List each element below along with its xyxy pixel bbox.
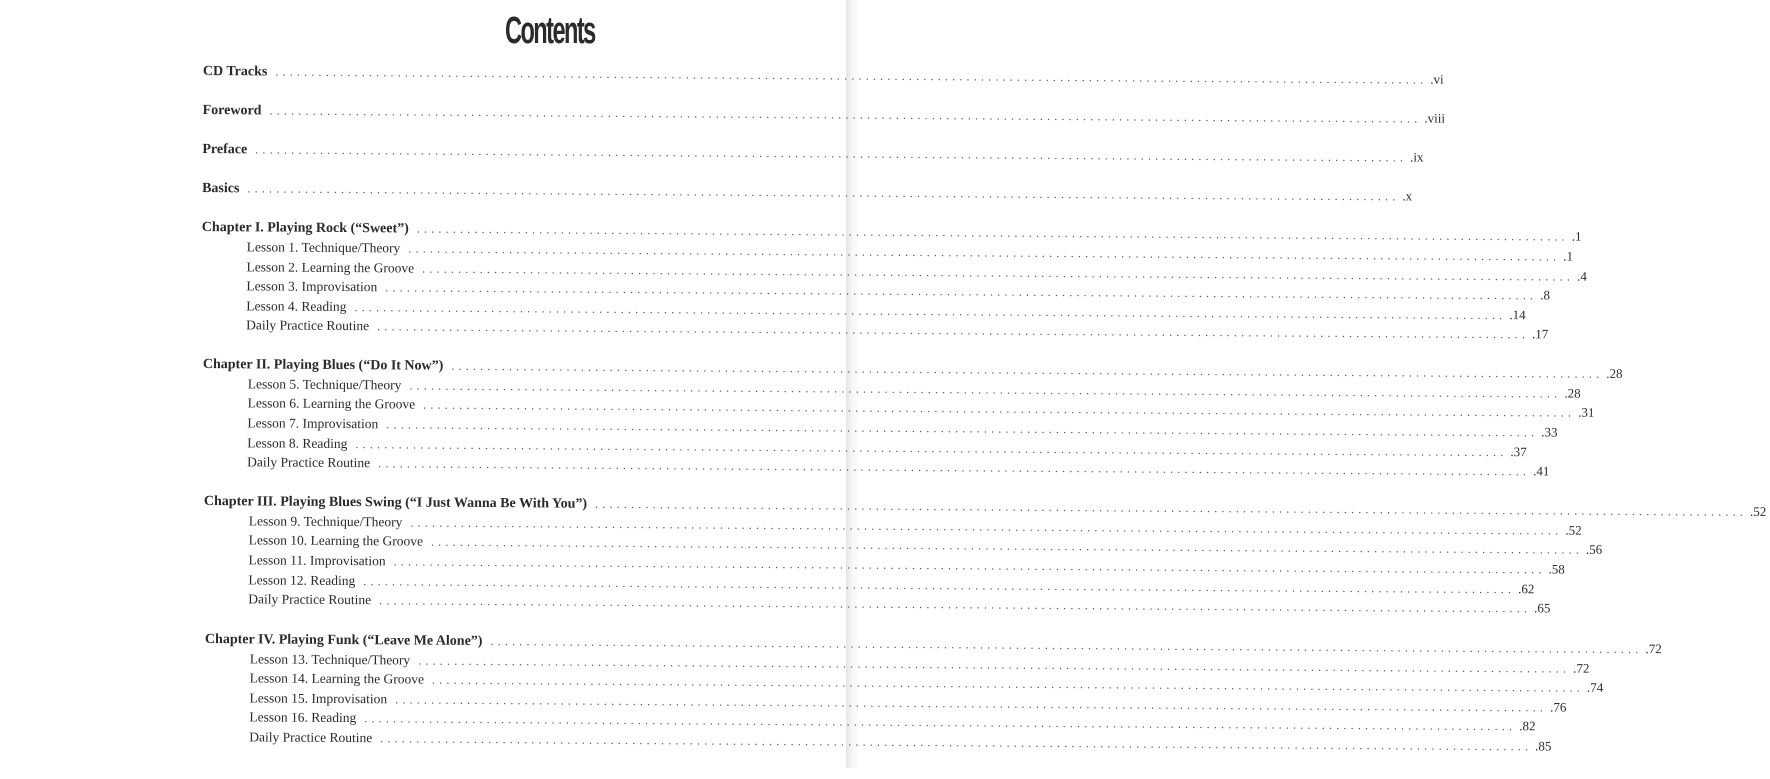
daily-practice-label: Daily Practice Routine [246, 317, 370, 334]
leader-dots: ................................................................................................................................................................ [354, 300, 1507, 323]
toc-page-number: .65 [1534, 600, 1551, 616]
toc-chapter-row[interactable] [202, 355, 1623, 381]
toc-page-number: .8 [1540, 287, 1551, 303]
toc-chapter-row[interactable] [203, 492, 1767, 519]
leader-dots: ................................................................................................................................................................ [386, 417, 1539, 440]
leader-dots: ................................................................................................................................................................ [269, 103, 1422, 126]
toc-entry-label: Foreword [202, 103, 262, 119]
toc-page-number: .ix [1410, 149, 1424, 165]
toc-entry-row[interactable] [248, 531, 1603, 557]
leader-dots: ................................................................................................................................................................ [408, 241, 1561, 264]
daily-practice-label: Daily Practice Routine [247, 454, 371, 471]
chapter-label: Chapter I. Playing Rock (“Sweet”) [201, 220, 409, 237]
toc-entry-row[interactable] [249, 708, 1536, 734]
chapter-label: Chapter II. Playing Blues (“Do It Now”) [202, 357, 444, 374]
leader-dots: ................................................................................................................................................................ [247, 181, 1400, 204]
toc-entry-row[interactable] [246, 316, 1549, 342]
lesson-label: Lesson 2. Learning the Groove [246, 259, 415, 276]
lesson-label: Lesson 15. Improvisation [249, 690, 388, 707]
toc-section-row[interactable] [202, 140, 1424, 165]
toc-section-row[interactable] [202, 179, 1413, 204]
toc-page-number: .vi [1430, 71, 1444, 87]
leader-dots: ................................................................................................................................................................ [410, 515, 1563, 538]
leader-dots: ................................................................................................................................................................ [595, 496, 1748, 519]
leader-dots: ................................................................................................................................................................ [418, 653, 1571, 676]
daily-practice-label: Daily Practice Routine [249, 729, 373, 746]
leader-dots: ................................................................................................................................................................ [363, 574, 1516, 597]
toc-entry-row[interactable] [248, 551, 1565, 577]
leader-dots: ................................................................................................................................................................ [393, 554, 1546, 577]
toc-page-number: .58 [1548, 561, 1565, 577]
toc-page-number: .28 [1606, 365, 1623, 381]
toc-page-number: .62 [1518, 581, 1535, 597]
toc-page-number: .72 [1573, 660, 1590, 676]
lesson-label: Lesson 1. Technique/Theory [246, 239, 401, 256]
lesson-label: Lesson 12. Reading [248, 572, 356, 589]
lesson-label: Lesson 16. Reading [249, 709, 357, 726]
toc-entry-row[interactable] [247, 414, 1558, 440]
daily-practice-label: Daily Practice Routine [248, 591, 372, 608]
lesson-label: Lesson 5. Technique/Theory [247, 376, 402, 393]
toc-page-number: .viii [1424, 110, 1446, 126]
leader-dots: ................................................................................................................................................................ [422, 261, 1575, 284]
toc-page-number: .52 [1565, 522, 1582, 538]
leader-dots: ................................................................................................................................................................ [255, 142, 1408, 165]
leader-dots: ................................................................................................................................................................ [380, 731, 1533, 754]
toc-page-number: .14 [1509, 307, 1526, 323]
toc-entry-label: Basics [202, 181, 240, 197]
toc-page-number: .52 [1749, 503, 1767, 519]
leader-dots: ................................................................................................................................................................ [409, 378, 1562, 401]
lesson-label: Lesson 13. Technique/Theory [249, 651, 411, 668]
lesson-label: Lesson 7. Improvisation [247, 415, 379, 432]
toc-page-number: .85 [1535, 738, 1552, 754]
leader-dots: ................................................................................................................................................................ [378, 456, 1531, 479]
chapter-label: Chapter III. Playing Blues Swing (“I Just Wanna Be With You”) [203, 494, 588, 512]
leader-dots: ................................................................................................................................................................ [385, 280, 1538, 303]
leader-dots: ................................................................................................................................................................ [355, 437, 1508, 460]
leader-dots: ................................................................................................................................................................ [430, 534, 1583, 557]
toc-page-number: .76 [1550, 699, 1567, 715]
toc-page-number: .1 [1571, 228, 1582, 244]
toc-entry-row[interactable] [247, 453, 1550, 479]
toc-page-number: .37 [1510, 444, 1527, 460]
toc-entry-row[interactable] [249, 669, 1604, 695]
toc-page-number: .72 [1645, 641, 1662, 657]
toc-page-number: .82 [1519, 718, 1536, 734]
toc-page-number: .x [1402, 188, 1413, 204]
leader-dots: ................................................................................................................................................................ [379, 593, 1532, 616]
toc-entry-row[interactable] [246, 277, 1551, 303]
toc-section-row[interactable] [202, 101, 1446, 126]
leader-dots: ................................................................................................................................................................ [395, 692, 1548, 715]
lesson-label: Lesson 11. Improvisation [248, 552, 386, 569]
toc-page-number: .74 [1586, 679, 1604, 695]
toc-entry-row[interactable] [248, 590, 1551, 616]
toc-section-row[interactable] [202, 62, 1444, 87]
toc-entry-row[interactable] [249, 728, 1552, 754]
toc-page-number: .4 [1577, 268, 1587, 284]
toc-entry-row[interactable] [246, 238, 1574, 264]
page-title: Contents [505, 10, 595, 52]
leader-dots: ................................................................................................................................................................ [431, 672, 1585, 695]
toc-page-number: .33 [1541, 424, 1558, 440]
leader-dots: ................................................................................................................................................................ [377, 319, 1530, 342]
lesson-label: Lesson 6. Learning the Groove [247, 395, 416, 412]
lesson-label: Lesson 9. Technique/Theory [248, 513, 403, 530]
toc-page-number: .56 [1585, 541, 1603, 557]
chapter-label: Chapter IV. Playing Funk (“Leave Me Alone”) [204, 632, 483, 649]
toc-page-number: .17 [1532, 326, 1549, 342]
toc-entry-label: Preface [202, 142, 248, 158]
lesson-label: Lesson 3. Improvisation [246, 278, 378, 295]
lesson-label: Lesson 10. Learning the Groove [248, 532, 424, 549]
toc-page-number: .31 [1578, 404, 1595, 420]
toc-page-number: .1 [1563, 248, 1574, 264]
toc-chapter-row[interactable] [201, 218, 1582, 244]
lesson-label: Lesson 14. Learning the Groove [249, 670, 425, 687]
leader-dots: ................................................................................................................................................................ [275, 64, 1428, 87]
leader-dots: ................................................................................................................................................................ [423, 397, 1576, 420]
lesson-label: Lesson 8. Reading [247, 435, 348, 452]
toc-page-number: .28 [1564, 385, 1581, 401]
toc-page-number: .41 [1533, 463, 1550, 479]
toc-chapter-row[interactable] [204, 630, 1662, 657]
toc-entry-label: CD Tracks [202, 64, 268, 80]
toc-entry-row[interactable] [247, 394, 1595, 420]
lesson-label: Lesson 4. Reading [246, 298, 347, 315]
leader-dots: ................................................................................................................................................................ [364, 711, 1517, 734]
leader-dots: ................................................................................................................................................................ [451, 358, 1604, 381]
leader-dots: ................................................................................................................................................................ [416, 221, 1569, 244]
leader-dots: ................................................................................................................................................................ [490, 634, 1643, 657]
